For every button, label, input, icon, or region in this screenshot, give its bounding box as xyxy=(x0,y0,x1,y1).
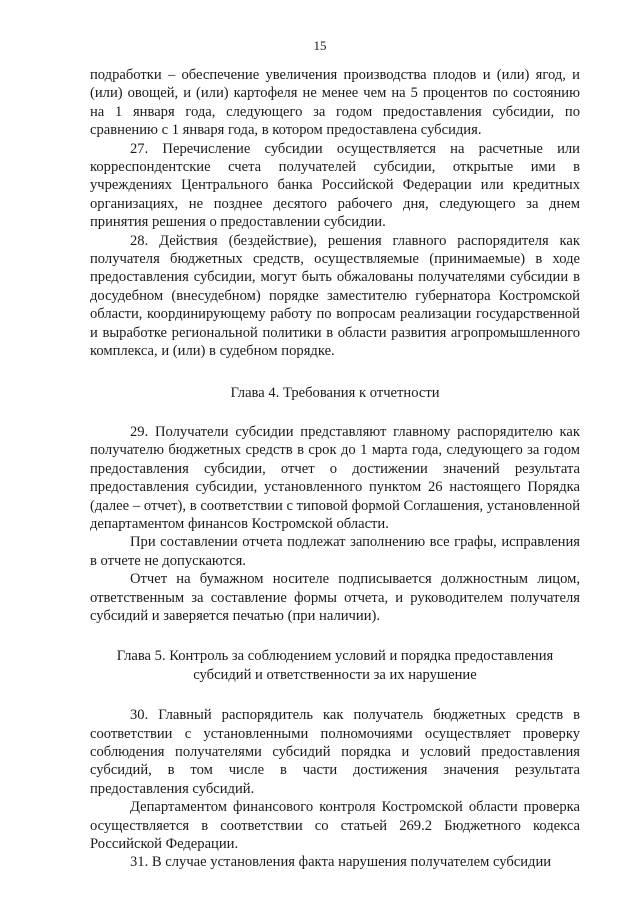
paragraph-29: 29. Получатели субсидии представляют главному распорядителю как получателю бюджетных средств в срок до 1 марта года, следующего за годом предоставления субсидии, отчет о достижении значений результата предоставления субсидии, установленного пунктом 26 настоящего Порядка (далее – отчет), в соответствии с типовой формой Соглашения, установленной департаментом финансов Костромской области. xyxy=(90,423,580,532)
paragraph-30: 30. Главный распорядитель как получатель бюджетных средств в соответствии с установленными полномочиями осуществляет проверку соблюдения получателями субсидий порядка и условий предоставления субсидий, в том числе в части достижения значения результата предоставления субсидий. xyxy=(90,707,580,797)
paragraph-report-signing: Отчет на бумажном носителе подписывается должностным лицом, ответственным за составление формы отчета, и руководителем получателя субсидий и заверяется печатью (при наличии). xyxy=(90,571,580,624)
paragraph-27: 27. Перечисление субсидии осуществляется на расчетные или корреспондентские счета получателей субсидии, открытые ими в учреждениях Центрального банка Российской Федерации или кредитных организациях, не позднее десятого рабочего дня, следующего за днем принятия решения о предоставлении субсидии. xyxy=(90,140,580,231)
chapter-5-heading-line-1: Глава 5. Контроль за соблюдением условий и порядка предоставления xyxy=(116,648,554,665)
paragraph-31: 31. В случае установления факта нарушения получателем субсидии xyxy=(130,854,552,871)
paragraph-28: 28. Действия (бездействие), решения главного распорядителя как получателя бюджетных средств, осуществляемые (принимаемые) в ходе предоставления субсидии, могут быть обжалованы получателями субсидии в досудебном (внесудебном) порядке заместителю губернатора Костромской области, координирующему работу по вопросам реализации государственной и выработке региональной политики в области развития агропромышленного комплекса, и (или) в судебном порядке. xyxy=(90,232,580,360)
chapter-5-heading xyxy=(90,647,580,684)
paragraph-continuation: подработки – обеспечение увеличения производства плодов и (или) ягод, и (или) овощей, и (или) картофеля не менее чем на 5 процентов по состоянию на 1 января года, следующего за годом предоставления субсидии, по сравнению с 1 января года, в котором предоставлена субсидия. xyxy=(90,67,580,139)
page-number: 15 xyxy=(313,38,327,53)
chapter-4-heading: Глава 4. Требования к отчетности xyxy=(230,384,440,401)
paragraph-financial-control: Департаментом финансового контроля Костромской области проверка осуществляется в соответствии со статьей 269.2 Бюджетного кодекса Российской Федерации. xyxy=(90,799,580,853)
page-content xyxy=(90,66,580,872)
paragraph-report-fields: При составлении отчета подлежат заполнению все графы, исправления в отчете не допускаются. xyxy=(90,534,580,569)
chapter-5-heading-line-2: субсидий и ответственности за их нарушение xyxy=(193,666,477,683)
